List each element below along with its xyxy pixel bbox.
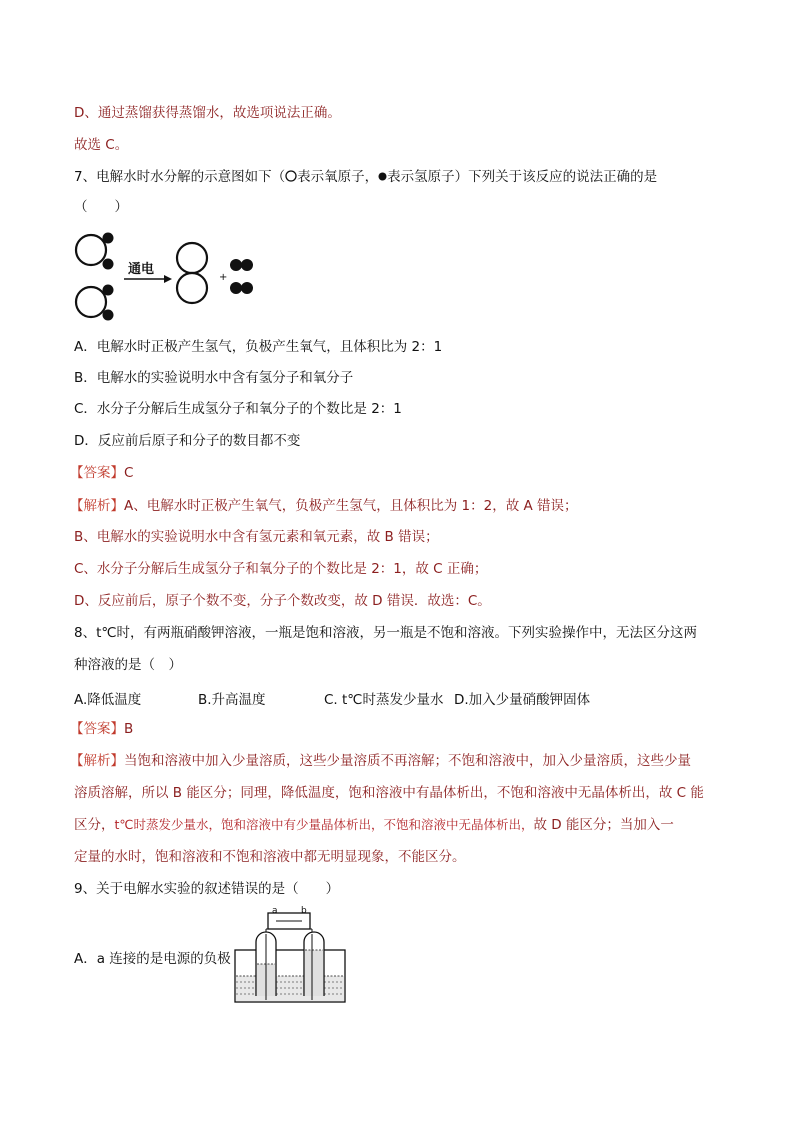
q8-option-c: C. t℃时蒸发少量水: [324, 692, 444, 708]
water-molecule-2: [76, 285, 114, 321]
answer-value: C: [124, 465, 134, 481]
q7-text-a: 7、电解水时水分解的示意图如下（: [74, 169, 286, 185]
question-8-stem-1: 8、t℃时，有两瓶硝酸钾溶液，一瓶是饱和溶液，另一瓶是不饱和溶液。下列实验操作中，无法区分这两: [74, 625, 698, 641]
q7-explanation-3: C、水分子分解后生成氢分子和氧分子的个数比是 2：1，故 C 正确；: [74, 561, 488, 577]
plus-sign: +: [219, 272, 228, 283]
q8-exp3-part-b: t℃时蒸发少量水，饱和溶液中有少量晶体析出，不饱和溶液中无晶体析出，: [114, 817, 534, 832]
q7-explanation-1: [70, 497, 578, 515]
q7-text-c: 表示氢原子）下列关于该反应的说法正确的是: [387, 169, 658, 185]
q8-option-d: D.加入少量硝酸钾固体: [454, 692, 591, 708]
q7-option-c: C．水分子分解后生成氢分子和氧分子的个数比是 2：1: [74, 401, 402, 417]
q8-exp3-part-c: 故 D 能区分；当加入一: [533, 817, 674, 833]
explanation-tag: 【解析】: [70, 498, 124, 514]
q8-explanation-3: [74, 816, 674, 834]
water-molecule-1: [76, 233, 114, 270]
q8-explanation-4: 定量的水时，饱和溶液和不饱和溶液中都无明显现象，不能区分。: [74, 849, 466, 865]
question-8-stem-2: 种溶液的是（ ）: [74, 657, 182, 673]
answer-tag: 【答案】: [70, 721, 124, 737]
q8-exp3-part-a: 区分，: [74, 817, 115, 833]
q7-option-b: B．电解水的实验说明水中含有氢分子和氧分子: [74, 370, 354, 386]
question-9-stem: 9、关于电解水实验的叙述错误的是（ ）: [74, 881, 340, 897]
electrolysis-apparatus: [232, 904, 348, 1008]
q7-answer: [70, 464, 133, 482]
q7-option-d: D．反应前后原子和分子的数目都不变: [74, 433, 301, 449]
q8-answer: [70, 720, 133, 738]
question-7-stem: [74, 168, 657, 186]
label-a: a: [272, 906, 278, 916]
q8-option-a: A.降低温度: [74, 692, 142, 708]
explanation-tag: 【解析】: [70, 753, 124, 769]
q7-explanation-4: D、反应前后，原子个数不变，分子个数改变，故 D 错误．故选：C。: [74, 593, 491, 609]
explanation-text: 当饱和溶液中加入少量溶质，这些少量溶质不再溶解；不饱和溶液中，加入少量溶质，这些少量: [124, 753, 691, 769]
q7-explanation-2: B、电解水的实验说明水中含有氢元素和氧元素，故 B 错误；: [74, 529, 439, 545]
q7-text-b: 表示氧原子，: [297, 169, 379, 185]
q9-option-a: A．a 连接的是电源的负极: [74, 951, 231, 967]
option-d-conclusion: D、通过蒸馏获得蒸馏水，故选项说法正确。: [74, 105, 341, 121]
oxygen-molecule: [177, 243, 207, 303]
explanation-text: A、电解水时正极产生氧气，负极产生氢气，且体积比为 1：2，故 A 错误；: [124, 498, 578, 514]
hydrogen-molecules: [230, 259, 253, 294]
q8-explanation-2: 溶质溶解，所以 B 能区分；同理，降低温度，饱和溶液中有晶体析出，不饱和溶液中无晶体析出，故 C 能: [74, 785, 704, 801]
q7-option-a: A．电解水时正极产生氢气，负极产生氧气，且体积比为 2：1: [74, 339, 443, 355]
q8-explanation-1: [70, 752, 691, 770]
q8-option-b: B.升高温度: [198, 692, 266, 708]
answer-tag: 【答案】: [70, 465, 124, 481]
answer-value: B: [124, 721, 134, 737]
label-b: b: [301, 906, 307, 916]
hydrogen-atom-icon: [378, 172, 387, 181]
electrolysis-diagram: [72, 228, 272, 328]
q7-answer-paren: （ ）: [74, 199, 128, 215]
reaction-condition-label: 通电: [128, 262, 155, 277]
oxygen-atom-icon: [285, 170, 297, 182]
choice-c-conclusion: 故选 C。: [74, 137, 129, 153]
